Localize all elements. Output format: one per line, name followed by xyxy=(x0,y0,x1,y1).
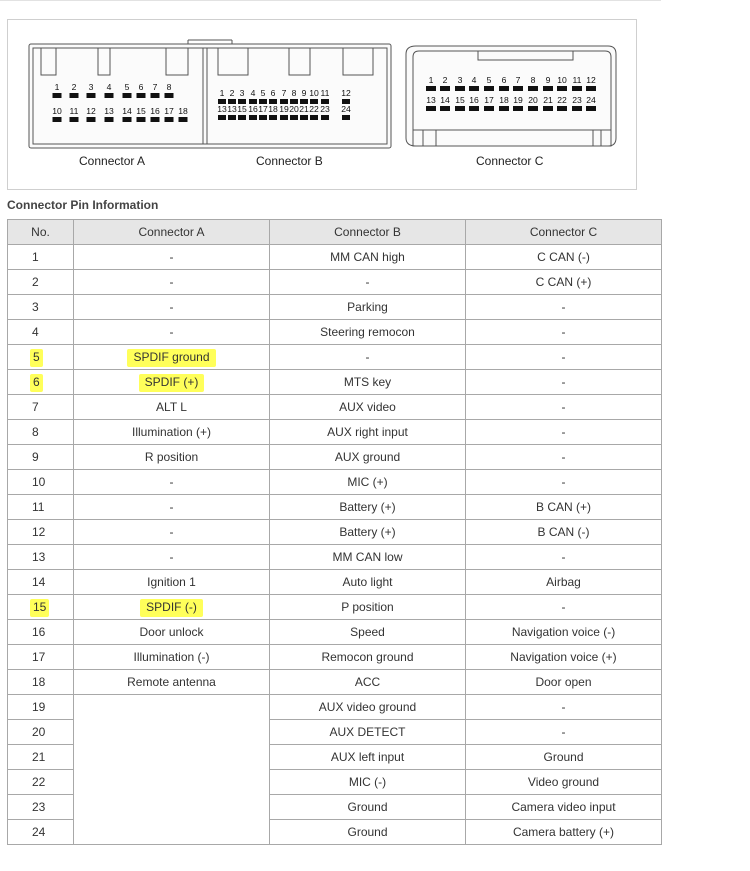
pin-number: 23 xyxy=(320,104,330,114)
cell-c: Navigation voice (-) xyxy=(466,620,662,645)
pin-terminal xyxy=(528,86,538,91)
pin-number: 15 xyxy=(237,104,247,114)
pin-number: 19 xyxy=(279,104,289,114)
pin-number: 6 xyxy=(138,82,144,92)
cell-no: 12 xyxy=(8,520,74,545)
pin-number: 1 xyxy=(219,88,225,98)
cell-a: - xyxy=(74,245,270,270)
pin-number: 16 xyxy=(150,106,160,116)
cell-no: 21 xyxy=(8,745,74,770)
pin-terminal xyxy=(290,115,298,120)
cell-c: B CAN (-) xyxy=(466,520,662,545)
pin-number: 6 xyxy=(501,75,507,85)
pin-terminal xyxy=(249,115,257,120)
pin-number: 4 xyxy=(106,82,112,92)
cell-b: Steering remocon xyxy=(270,320,466,345)
pin-terminal xyxy=(543,106,553,111)
cell-a: ALT L xyxy=(74,395,270,420)
pin-number: 18 xyxy=(499,95,509,105)
cell-b: MM CAN high xyxy=(270,245,466,270)
pin-terminal xyxy=(440,86,450,91)
cell-c: - xyxy=(466,545,662,570)
pin-terminal xyxy=(513,106,523,111)
highlight-mark: 5 xyxy=(30,349,43,367)
cell-no xyxy=(8,345,74,370)
cell-c: - xyxy=(466,720,662,745)
pin-number: 13 xyxy=(227,104,237,114)
table-row xyxy=(8,670,662,695)
cell-no: 1 xyxy=(8,245,74,270)
pin-terminal xyxy=(499,106,509,111)
pin-number: 9 xyxy=(301,88,307,98)
pin-number: 10 xyxy=(52,106,62,116)
pin-terminal xyxy=(484,86,494,91)
connector-c-housing xyxy=(406,46,616,146)
cell-b: ACC xyxy=(270,670,466,695)
pin-number: 7 xyxy=(152,82,158,92)
pin-terminal xyxy=(586,86,596,91)
pin-number: 5 xyxy=(486,75,492,85)
table-row xyxy=(8,570,662,595)
pin-number: 13 xyxy=(104,106,114,116)
pin-number: 3 xyxy=(457,75,463,85)
pin-number: 2 xyxy=(442,75,448,85)
table-row xyxy=(8,320,662,345)
cell-c: Navigation voice (+) xyxy=(466,645,662,670)
table-row xyxy=(8,620,662,645)
pin-terminal xyxy=(70,117,79,122)
cell-no xyxy=(8,595,74,620)
cell-no: 8 xyxy=(8,420,74,445)
pin-number: 16 xyxy=(469,95,479,105)
pin-number: 18 xyxy=(268,104,278,114)
pin-number: 22 xyxy=(557,95,567,105)
cell-a: Door unlock xyxy=(74,620,270,645)
cell-b: AUX DETECT xyxy=(270,720,466,745)
cell-no: 10 xyxy=(8,470,74,495)
pin-number: 22 xyxy=(309,104,319,114)
highlight-mark: SPDIF ground xyxy=(127,349,215,367)
pin-number: 11 xyxy=(320,88,330,98)
pin-number: 2 xyxy=(71,82,77,92)
cell-c: Airbag xyxy=(466,570,662,595)
connector-drawing xyxy=(8,20,638,191)
highlight-mark: 15 xyxy=(30,599,49,617)
cell-no: 16 xyxy=(8,620,74,645)
pin-terminal xyxy=(280,115,288,120)
highlight-mark: SPDIF (+) xyxy=(139,374,205,392)
cell-a-empty xyxy=(74,695,270,845)
pin-number: 6 xyxy=(270,88,276,98)
pin-number: 1 xyxy=(54,82,60,92)
cell-b: Ground xyxy=(270,820,466,845)
cell-no: 3 xyxy=(8,295,74,320)
pin-terminal xyxy=(53,93,62,98)
cell-b: AUX video xyxy=(270,395,466,420)
cell-no: 22 xyxy=(8,770,74,795)
pin-terminal xyxy=(469,86,479,91)
pin-number: 15 xyxy=(136,106,146,116)
top-divider xyxy=(0,0,661,1)
connector-b-label: Connector B xyxy=(256,154,323,168)
pin-number: 3 xyxy=(88,82,94,92)
highlight-mark: 6 xyxy=(30,374,43,392)
pin-terminal xyxy=(259,115,267,120)
pin-terminal xyxy=(105,93,114,98)
pin-terminal xyxy=(70,93,79,98)
cell-b: MM CAN low xyxy=(270,545,466,570)
pin-number: 14 xyxy=(440,95,450,105)
pin-terminal xyxy=(137,117,146,122)
pin-number: 12 xyxy=(586,75,596,85)
pin-number: 10 xyxy=(557,75,567,85)
pin-terminal xyxy=(53,117,62,122)
pin-terminal xyxy=(228,115,236,120)
cell-b: AUX ground xyxy=(270,445,466,470)
pin-number: 18 xyxy=(178,106,188,116)
cell-b: MIC (-) xyxy=(270,770,466,795)
pin-terminal xyxy=(543,86,553,91)
pin-number: 7 xyxy=(281,88,287,98)
cell-a: - xyxy=(74,270,270,295)
pin-number: 12 xyxy=(86,106,96,116)
table-row xyxy=(8,270,662,295)
pin-terminal xyxy=(557,106,567,111)
pin-terminal xyxy=(165,117,174,122)
cell-no xyxy=(8,370,74,395)
pin-terminal xyxy=(499,86,509,91)
table-row xyxy=(8,345,662,370)
highlight-mark: SPDIF (-) xyxy=(140,599,203,617)
cell-a: Remote antenna xyxy=(74,670,270,695)
pin-terminal xyxy=(426,86,436,91)
cell-no: 20 xyxy=(8,720,74,745)
pin-number: 7 xyxy=(515,75,521,85)
pin-terminal xyxy=(440,106,450,111)
header-connector-b: Connector B xyxy=(270,220,466,245)
cell-c: C CAN (-) xyxy=(466,245,662,270)
cell-no: 13 xyxy=(8,545,74,570)
pin-terminal xyxy=(123,117,132,122)
pin-number: 16 xyxy=(248,104,258,114)
pin-terminal xyxy=(321,115,329,120)
connector-a-label: Connector A xyxy=(79,154,146,168)
cell-b: AUX video ground xyxy=(270,695,466,720)
table-row xyxy=(8,395,662,420)
table-row xyxy=(8,295,662,320)
cell-b: Parking xyxy=(270,295,466,320)
pin-number: 10 xyxy=(309,88,319,98)
table-row xyxy=(8,245,662,270)
connector-c-label: Connector C xyxy=(476,154,544,168)
section-title: Connector Pin Information xyxy=(7,198,159,212)
cell-c: - xyxy=(466,445,662,470)
connector-diagram xyxy=(7,19,637,190)
cell-a xyxy=(74,345,270,370)
pin-terminal xyxy=(179,117,188,122)
cell-a: Illumination (+) xyxy=(74,420,270,445)
cell-no: 18 xyxy=(8,670,74,695)
cell-c: Camera battery (+) xyxy=(466,820,662,845)
pin-number: 21 xyxy=(543,95,553,105)
pin-terminal xyxy=(586,106,596,111)
pin-terminal xyxy=(572,106,582,111)
pin-number: 4 xyxy=(250,88,256,98)
cell-b: Remocon ground xyxy=(270,645,466,670)
pin-terminal xyxy=(342,115,350,120)
pin-number: 11 xyxy=(572,75,582,85)
cell-a: - xyxy=(74,545,270,570)
pin-number: 5 xyxy=(260,88,266,98)
pin-number: 4 xyxy=(471,75,477,85)
table-row xyxy=(8,445,662,470)
cell-a: R position xyxy=(74,445,270,470)
pin-number: 20 xyxy=(528,95,538,105)
pin-number: 17 xyxy=(164,106,174,116)
pin-number: 19 xyxy=(513,95,523,105)
cell-b: AUX right input xyxy=(270,420,466,445)
cell-a: - xyxy=(74,520,270,545)
pin-number: 3 xyxy=(239,88,245,98)
pin-number: 24 xyxy=(586,95,596,105)
cell-no: 9 xyxy=(8,445,74,470)
cell-a: - xyxy=(74,495,270,520)
pin-number: 24 xyxy=(341,104,351,114)
table-row xyxy=(8,495,662,520)
connector-ab-housing xyxy=(29,40,391,148)
pin-number: 23 xyxy=(572,95,582,105)
header-connector-a: Connector A xyxy=(74,220,270,245)
pin-terminal xyxy=(572,86,582,91)
pin-number: 2 xyxy=(229,88,235,98)
cell-no: 17 xyxy=(8,645,74,670)
pin-terminal xyxy=(238,115,246,120)
cell-b: Ground xyxy=(270,795,466,820)
pin-number: 13 xyxy=(217,104,227,114)
cell-a xyxy=(74,370,270,395)
cell-c: - xyxy=(466,595,662,620)
table-row xyxy=(8,645,662,670)
cell-c: C CAN (+) xyxy=(466,270,662,295)
cell-no: 11 xyxy=(8,495,74,520)
pin-terminal xyxy=(165,93,174,98)
pin-number: 5 xyxy=(124,82,130,92)
cell-a: - xyxy=(74,470,270,495)
cell-c: - xyxy=(466,320,662,345)
cell-a: Ignition 1 xyxy=(74,570,270,595)
table-row xyxy=(8,520,662,545)
pin-terminal xyxy=(151,117,160,122)
cell-no: 7 xyxy=(8,395,74,420)
pin-terminal xyxy=(87,93,96,98)
pin-terminal xyxy=(137,93,146,98)
header-no: No. xyxy=(8,220,74,245)
cell-c: - xyxy=(466,470,662,495)
cell-b: P position xyxy=(270,595,466,620)
pin-terminal xyxy=(455,106,465,111)
pin-terminal xyxy=(105,117,114,122)
cell-b: MTS key xyxy=(270,370,466,395)
table-row xyxy=(8,595,662,620)
pin-terminal xyxy=(426,106,436,111)
pin-number: 14 xyxy=(122,106,132,116)
pin-number: 21 xyxy=(299,104,309,114)
cell-b: Speed xyxy=(270,620,466,645)
cell-c: - xyxy=(466,295,662,320)
cell-a xyxy=(74,595,270,620)
cell-b: MIC (+) xyxy=(270,470,466,495)
cell-b: - xyxy=(270,345,466,370)
pin-number: 1 xyxy=(428,75,434,85)
pin-number: 12 xyxy=(341,88,351,98)
cell-b: Auto light xyxy=(270,570,466,595)
cell-c: - xyxy=(466,420,662,445)
pin-number: 15 xyxy=(455,95,465,105)
cell-c: Camera video input xyxy=(466,795,662,820)
header-connector-c: Connector C xyxy=(466,220,662,245)
cell-no: 19 xyxy=(8,695,74,720)
pin-terminal xyxy=(513,86,523,91)
cell-c: Video ground xyxy=(466,770,662,795)
pin-terminal xyxy=(123,93,132,98)
cell-no: 2 xyxy=(8,270,74,295)
pin-terminal xyxy=(484,106,494,111)
table-header-row xyxy=(8,220,662,245)
cell-c: Door open xyxy=(466,670,662,695)
table-row xyxy=(8,545,662,570)
table-row xyxy=(8,470,662,495)
cell-c: - xyxy=(466,695,662,720)
pin-terminal xyxy=(151,93,160,98)
pin-number: 9 xyxy=(545,75,551,85)
cell-b: - xyxy=(270,270,466,295)
cell-c: B CAN (+) xyxy=(466,495,662,520)
pin-number: 8 xyxy=(291,88,297,98)
cell-c: - xyxy=(466,370,662,395)
cell-b: AUX left input xyxy=(270,745,466,770)
pin-terminal xyxy=(300,115,308,120)
cell-no: 23 xyxy=(8,795,74,820)
pin-terminal xyxy=(87,117,96,122)
pin-number: 8 xyxy=(530,75,536,85)
cell-no: 14 xyxy=(8,570,74,595)
cell-no: 4 xyxy=(8,320,74,345)
pin-number: 20 xyxy=(289,104,299,114)
cell-a: - xyxy=(74,320,270,345)
pin-number: 13 xyxy=(426,95,436,105)
cell-b: Battery (+) xyxy=(270,520,466,545)
pin-number: 17 xyxy=(484,95,494,105)
pin-terminal xyxy=(269,115,277,120)
cell-c: - xyxy=(466,345,662,370)
table-row xyxy=(8,420,662,445)
pin-terminal xyxy=(469,106,479,111)
cell-b: Battery (+) xyxy=(270,495,466,520)
cell-a: - xyxy=(74,295,270,320)
cell-a: Illumination (-) xyxy=(74,645,270,670)
pin-terminal xyxy=(528,106,538,111)
pin-number: 11 xyxy=(69,106,79,116)
pin-terminal xyxy=(557,86,567,91)
pin-number: 8 xyxy=(166,82,172,92)
table-row xyxy=(8,370,662,395)
pin-terminal xyxy=(218,115,226,120)
pin-terminal xyxy=(310,115,318,120)
table-row xyxy=(8,695,662,720)
pin-info-table xyxy=(7,219,662,845)
cell-c: - xyxy=(466,395,662,420)
pin-number: 17 xyxy=(258,104,268,114)
pin-terminal xyxy=(455,86,465,91)
cell-no: 24 xyxy=(8,820,74,845)
cell-c: Ground xyxy=(466,745,662,770)
